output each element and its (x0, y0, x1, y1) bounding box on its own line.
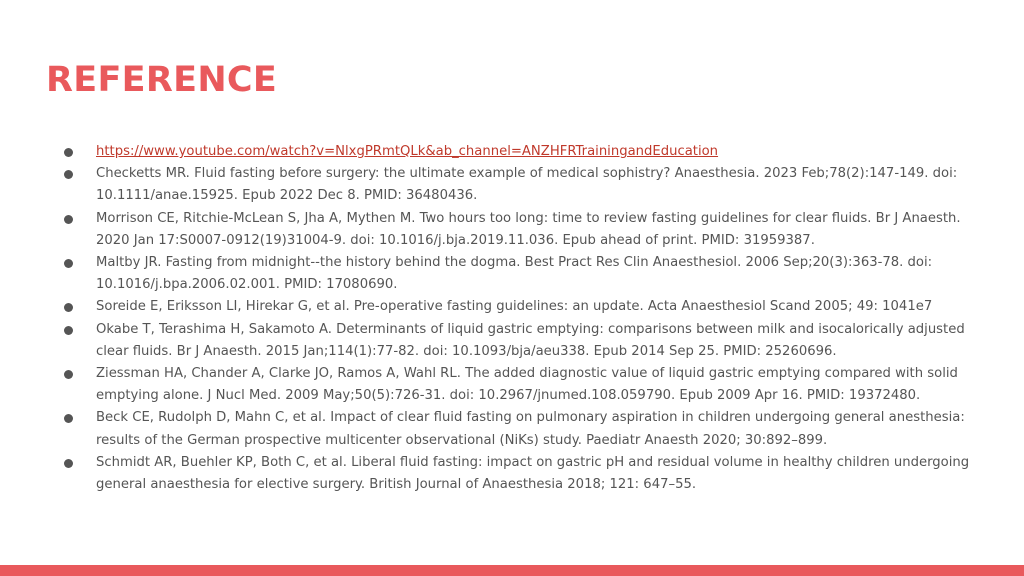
reference-item (64, 319, 976, 363)
reference-item (64, 452, 976, 496)
reference-text: Ziessman HA, Chander A, Clarke JO, Ramos A, Wahl RL. The added diagnostic value of liquid gastric emptying compared with solid emptying alone. J Nucl Med. 2009 May;50(5):726-31. doi: 10.2967/jnumed.108.059790. Epub 2009 Apr 16. PMID: 19372480. (96, 366, 958, 404)
reference-item (64, 252, 976, 296)
reference-item[interactable] (64, 141, 976, 163)
reference-item (64, 296, 976, 318)
reference-text: Soreide E, Eriksson LI, Hirekar G, et al. Pre-operative fasting guidelines: an update. Acta Anaesthesiol Scand 2005; 49: 1041e7 (96, 299, 933, 315)
bullet-icon (64, 326, 73, 335)
reference-item (64, 163, 976, 207)
bullet-icon (64, 303, 73, 312)
bullet-icon (64, 259, 73, 268)
reference-link[interactable]: https://www.youtube.com/watch?v=NlxgPRmtQLk&ab_channel=ANZHFRTrainingandEducation (96, 144, 719, 159)
slide-title: REFERENCE (46, 60, 278, 100)
bullet-icon (64, 148, 73, 157)
reference-item (64, 363, 976, 407)
reference-text: Morrison CE, Ritchie-McLean S, Jha A, Mythen M. Two hours too long: time to review fasting guidelines for clear fluids. Br J Anaesth. 2020 Jan 17:S0007-0912(19)31004-9. doi: 10.1016/j.bja.2019.11.036. Epub ahead of print. PMID: 31959387. (96, 210, 961, 248)
reference-text: Checketts MR. Fluid fasting before surgery: the ultimate example of medical sophistry? Anaesthesia. 2023 Feb;78(2):147-149. doi: 10.1111/anae.15925. Epub 2022 Dec 8. PMID: 36480436. (96, 166, 958, 204)
bullet-icon (64, 170, 73, 179)
reference-text: Beck CE, Rudolph D, Mahn C, et al. Impact of clear fluid fasting on pulmonary aspiration in children undergoing general anesthesia: results of the German prospective multicenter observational (NiKs) study. Paediatr Anaesth 2020; 30:892–899. (96, 410, 965, 448)
bullet-icon (64, 215, 73, 224)
bullet-icon (64, 414, 73, 423)
reference-item (64, 208, 976, 252)
reference-text: Okabe T, Terashima H, Sakamoto A. Determinants of liquid gastric emptying: comparisons between milk and isocalorically adjusted clear fluids. Br J Anaesth. 2015 Jan;114(1):77-82. doi: 10.1093/bja/aeu338. Epub 2014 Sep 25. PMID: 25260696. (96, 321, 965, 359)
reference-list (64, 141, 976, 496)
bullet-icon (64, 370, 73, 379)
bullet-icon (64, 459, 73, 468)
reference-text: Schmidt AR, Buehler KP, Both C, et al. Liberal fluid fasting: impact on gastric pH and residual volume in healthy children undergoing general anaesthesia for elective surgery. British Journal of Anaesthesia 2018; 121: 647–55. (96, 454, 970, 493)
bottom-accent-bar (0, 565, 1024, 576)
reference-text: Maltby JR. Fasting from midnight--the history behind the dogma. Best Pract Res Clin Anaesthesiol. 2006 Sep;20(3):363-78. doi: 10.1016/j.bpa.2006.02.001. PMID: 17080690. (96, 255, 933, 293)
reference-item (64, 407, 976, 451)
